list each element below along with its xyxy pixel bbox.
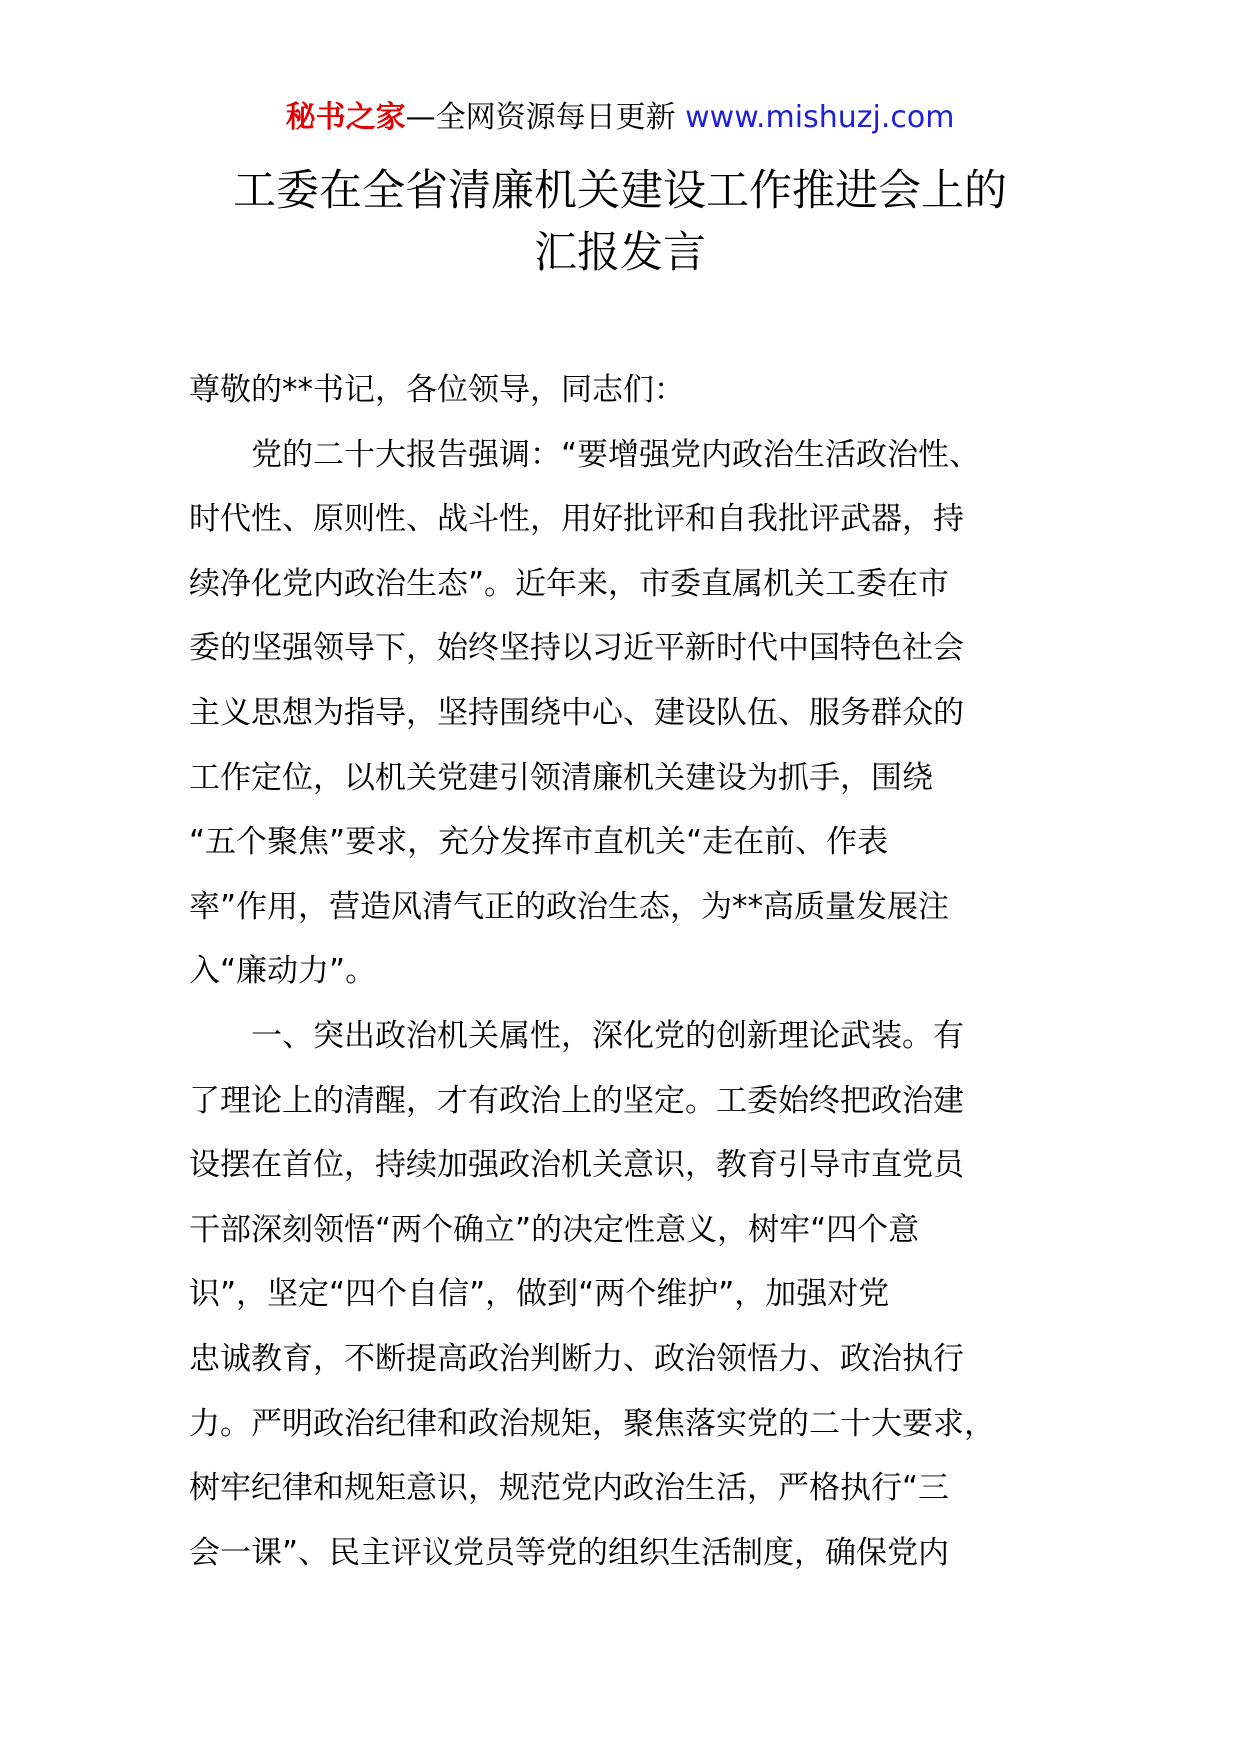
- body-line: 干部深刻领悟“两个确立”的决定性意义，树牢“四个意: [189, 1211, 920, 1248]
- body-line: “五个聚焦”要求，充分发挥市直机关“走在前、作表: [189, 824, 889, 861]
- body-line: 忠诚教育，不断提高政治判断力、政治领悟力、政治执行: [189, 1340, 964, 1377]
- body-line: 工作定位，以机关党建引领清廉机关建设为抓手，围绕: [189, 759, 933, 796]
- body-line: 了理论上的清醒，才有政治上的坚定。工委始终把政治建: [189, 1082, 964, 1119]
- section-heading-line: 一、突出政治机关属性，深化党的创新理论武装。有: [189, 1017, 964, 1054]
- body-line: 委的坚强领导下，始终坚持以习近平新时代中国特色社会: [189, 630, 964, 667]
- body-line: 设摆在首位，持续加强政治机关意识，教育引导市直党员: [189, 1147, 964, 1184]
- body-line: 会一课”、民主评议党员等党的组织生活制度，确保党内: [189, 1534, 950, 1571]
- site-slogan: —全网资源每日更新: [405, 100, 686, 135]
- salutation: 尊敬的**书记，各位领导，同志们：: [189, 372, 685, 408]
- document-title-line-2: 汇报发言: [534, 228, 706, 278]
- body-line: 率”作用，营造风清气正的政治生态，为**高质量发展注: [189, 888, 950, 925]
- body-line: 识”，坚定“四个自信”，做到“两个维护”，加强对党: [189, 1276, 890, 1313]
- document-body: [189, 358, 1051, 1585]
- document-title-line-1: 工委在全省清廉机关建设工作推进会上的: [233, 166, 1007, 216]
- body-line: 力。严明政治纪律和政治规矩，聚焦落实党的二十大要求，: [189, 1405, 995, 1442]
- body-line: 树牢纪律和规矩意识，规范党内政治生活，严格执行“三: [189, 1470, 950, 1507]
- body-line: 续净化党内政治生态”。近年来，市委直属机关工委在市: [189, 565, 950, 602]
- site-header: [0, 98, 1240, 138]
- site-url-link[interactable]: www.mishuzj.com: [685, 100, 955, 135]
- body-line: 入“廉动力”。: [189, 953, 377, 990]
- site-brand: 秘书之家: [285, 100, 406, 135]
- body-line: 主义思想为指导，坚持围绕中心、建设队伍、服务群众的: [189, 694, 964, 731]
- body-line: 时代性、原则性、战斗性，用好批评和自我批评武器，持: [189, 501, 964, 538]
- body-line: 党的二十大报告强调：“要增强党内政治生活政治性、: [189, 436, 981, 473]
- document-title: [150, 160, 1090, 284]
